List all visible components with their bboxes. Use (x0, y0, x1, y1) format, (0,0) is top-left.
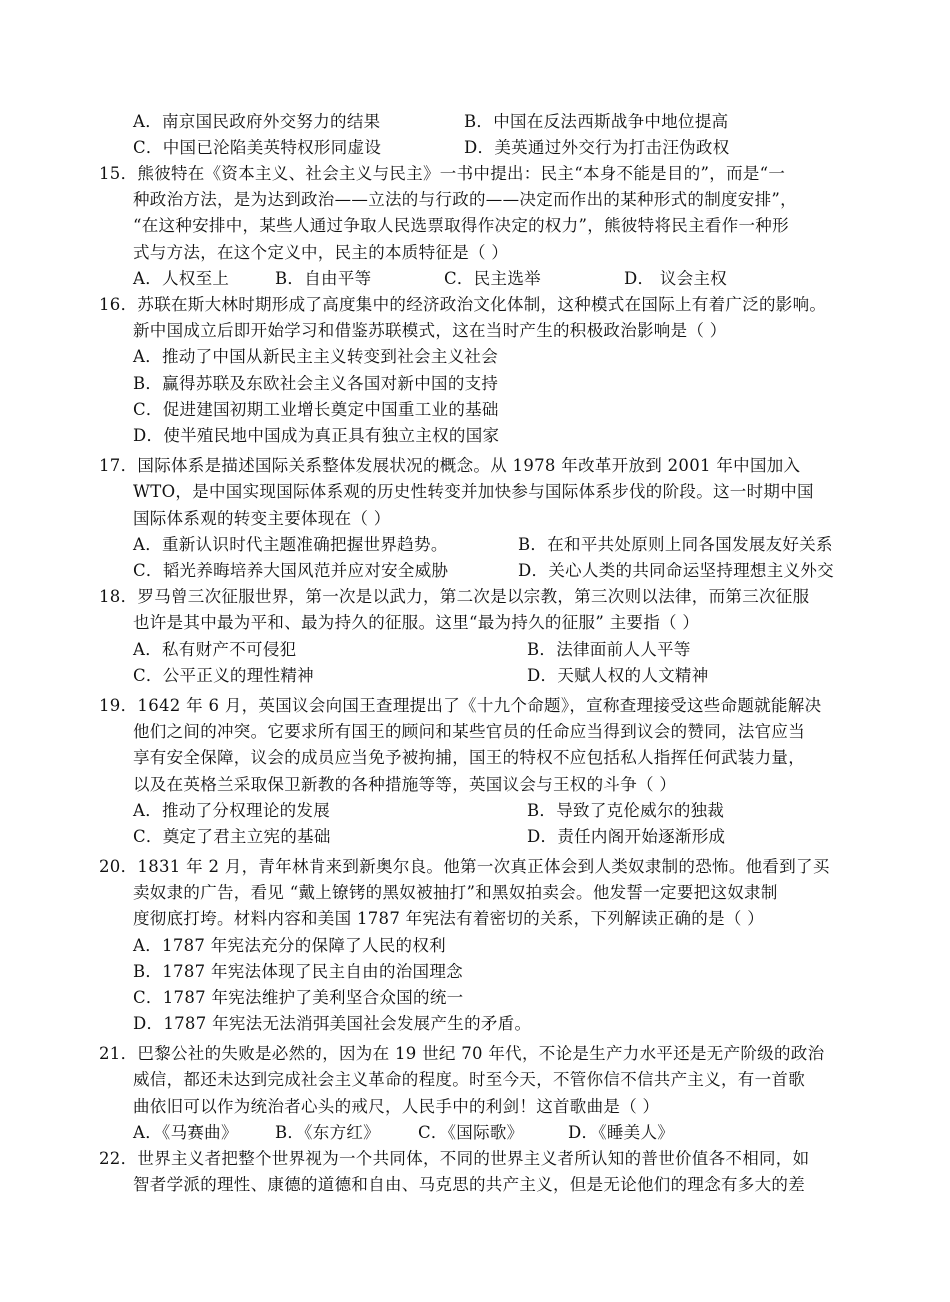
q18-option-b: B．法律面前人人平等 (527, 640, 691, 659)
q19-option-b: B．导致了克伦威尔的独裁 (527, 801, 725, 820)
q21-option-d: D．《睡美人》 (568, 1123, 675, 1142)
q17-option-a: A．重新认识时代主题准确把握世界趋势。 (133, 535, 448, 554)
q21-option-c: C．《国际歌》 (418, 1123, 524, 1142)
q16-option-d: D．使半殖民地中国成为真正具有独立主权的国家 (133, 426, 500, 445)
q15-option-c: C．民主选举 (444, 269, 541, 288)
q19-option-c: C．奠定了君主立宪的基础 (133, 827, 331, 846)
q17-option-c: C．韬光养晦培养大国风范并应对安全威胁 (133, 561, 449, 580)
q18-stem-line-1: 18．罗马曾三次征服世界，第一次是以武力，第二次是以宗教，第三次则以法律，而第三次征服 (99, 587, 810, 606)
q15-option-d: D． 议会主权 (624, 269, 728, 288)
q18-option-d: D．天赋人权的人文精神 (527, 666, 709, 685)
q15-stem-line-4: 式与方法，在这个定义中，民主的本质特征是（ ） (133, 243, 509, 262)
q14-option-c: C．中国已沦陷美英特权形同虚设 (133, 138, 382, 157)
q19-stem-line-1: 19．1642 年 6 月，英国议会向国王查理提出了《十九个命题》，宣称查理接受这些命题就能解决 (99, 696, 822, 715)
q18-stem-line-2: 也许是其中最为平和、最为持久的征服。这里“最为持久的征服” 主要指（ ） (133, 613, 700, 632)
q15-stem-line-3: “在这种安排中，某些人通过争取人民选票取得作决定的权力”，熊彼特将民主看作一种形 (133, 216, 789, 235)
q19-option-d: D．责任内阁开始逐渐形成 (527, 827, 726, 846)
q16-option-c: C．促进建国初期工业增长奠定中国重工业的基础 (133, 400, 499, 419)
q19-option-a: A．推动了分权理论的发展 (133, 801, 331, 820)
q20-option-c: C．1787 年宪法维护了美利坚合众国的统一 (133, 988, 464, 1007)
q20-option-d: D．1787 年宪法无法消弭美国社会发展产生的矛盾。 (133, 1014, 532, 1033)
q20-stem-line-3: 度彻底打垮。材料内容和美国 1787 年宪法有着密切的关系，下列解读正确的是（ ） (133, 909, 765, 928)
q21-stem-line-2: 威信，都还未达到完成社会主义革命的程度。时至今天，不管你信不信共产主义，有一首歌 (133, 1070, 805, 1089)
q16-option-b: B．赢得苏联及东欧社会主义各国对新中国的支持 (133, 374, 499, 393)
q17-option-d: D．关心人类的共同命运坚持理想主义外交 (518, 561, 834, 580)
q20-option-a: A．1787 年宪法充分的保障了人民的权利 (133, 936, 446, 955)
q14-option-d: D．美英通过外交行为打击汪伪政权 (464, 138, 730, 157)
q21-stem-line-1: 21．巴黎公社的失败是必然的，因为在 19 世纪 70 年代，不论是生产力水平还是无产阶级的政治 (99, 1044, 825, 1063)
q18-option-c: C．公平正义的理性精神 (133, 666, 314, 685)
q15-option-a: A．人权至上 (133, 269, 230, 288)
q21-option-b: B．《东方红》 (275, 1123, 380, 1142)
q20-stem-line-1: 20．1831 年 2 月，青年林肯来到新奥尔良。他第一次真正体会到人类奴隶制的恐怖。他看到了买 (99, 857, 830, 876)
q14-option-a: A．南京国民政府外交努力的结果 (133, 112, 381, 131)
q18-option-a: A．私有财产不可侵犯 (133, 640, 297, 659)
q16-stem-line-1: 16．苏联在斯大林时期形成了高度集中的经济政治文化体制，这种模式在国际上有着广泛的影响。 (99, 295, 827, 314)
q17-stem-line-3: 国际体系观的转变主要体现在（ ） (133, 509, 391, 528)
q19-stem-line-4: 以及在英格兰采取保卫新教的各种措施等等，英国议会与王权的斗争（ ） (133, 775, 677, 794)
q17-option-b: B．在和平共处原则上同各国发展友好关系 (518, 535, 833, 554)
q21-stem-line-3: 曲依旧可以作为统治者心头的戒尺，人民手中的利剑！这首歌曲是（ ） (133, 1097, 660, 1116)
q22-stem-line-2: 智者学派的理性、康德的道德和自由、马克思的共产主义，但是无论他们的理念有多大的差 (133, 1175, 805, 1194)
q15-stem-line-2: 种政治方法，是为达到政治——立法的与行政的——决定而作出的某种形式的制度安排”， (133, 190, 797, 209)
q14-option-b: B．中国在反法西斯战争中地位提高 (464, 112, 729, 131)
q19-stem-line-3: 享有安全保障，议会的成员应当免予被拘捕，国王的特权不应包括私人指挥任何武装力量， (133, 748, 805, 767)
q17-stem-line-1: 17．国际体系是描述国际关系整体发展状况的概念。从 1978 年改革开放到 2001 年中国加入 (99, 456, 801, 475)
q16-stem-line-2: 新中国成立后即开始学习和借鉴苏联模式，这在当时产生的积极政治影响是（ ） (133, 321, 727, 340)
q19-stem-line-2: 他们之间的冲突。它要求所有国王的顾问和某些官员的任命应当得到议会的赞同，法官应当 (133, 722, 805, 741)
q21-option-a: A．《马赛曲》 (133, 1123, 238, 1142)
q16-option-a: A．推动了中国从新民主主义转变到社会主义社会 (133, 347, 499, 366)
q22-stem-line-1: 22．世界主义者把整个世界视为一个共同体，不同的世界主义者所认知的普世价值各不相同，如 (99, 1149, 810, 1168)
q20-option-b: B．1787 年宪法体现了民主自由的治国理念 (133, 962, 463, 981)
q15-option-b: B．自由平等 (275, 269, 372, 288)
q15-stem-line-1: 15．熊彼特在《资本主义、社会主义与民主》一书中提出：民主“本身不能是目的”，而是“一 (99, 164, 786, 183)
q20-stem-line-2: 卖奴隶的广告，看见 “戴上镣铐的黑奴被抽打”和黑奴拍卖会。他发誓一定要把这奴隶制 (133, 883, 778, 902)
q17-stem-line-2: WTO，是中国实现国际体系观的历史性转变并加快参与国际体系步伐的阶段。这一时期中国 (133, 482, 814, 501)
